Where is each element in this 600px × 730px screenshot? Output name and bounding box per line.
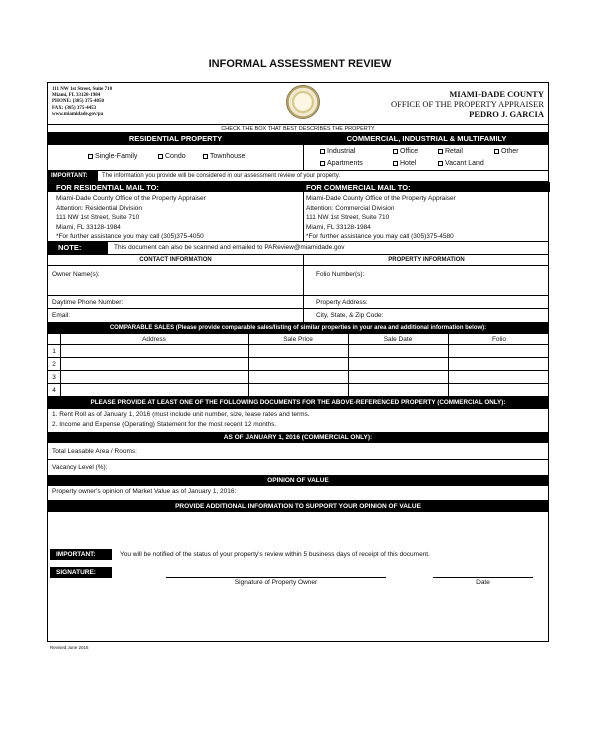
owner-folio-row [48, 266, 548, 296]
vacancy-row [48, 460, 548, 476]
commercial-heading: COMMERCIAL, INDUSTRIAL & MULTIFAMILY [346, 134, 507, 143]
additional-info-heading: PROVIDE ADDITIONAL INFORMATION TO SUPPORT YOUR OPINION OF VALUE [48, 501, 548, 512]
daytime-phone-field[interactable]: Daytime Phone Number: [52, 299, 124, 306]
address-line: FAX: (305) 375-4453 [52, 105, 97, 111]
comparable-sales-heading: COMPARABLE SALES (Please provide comparable sales/listing of similar properties in your area and additional information below): [48, 323, 548, 334]
checkbox-vacant-land[interactable] [438, 160, 484, 167]
important-consideration-row [48, 171, 548, 182]
appraiser-office-block [391, 89, 544, 119]
mail-line: Attention: Commercial Division [306, 204, 395, 212]
assessment-form [47, 82, 549, 642]
mail-line: Miami-Dade County Office of the Property Appraiser [306, 195, 456, 202]
option-label: Other [501, 148, 519, 155]
checkbox-single-family[interactable] [88, 153, 137, 160]
property-info-heading: PROPERTY INFORMATION [388, 257, 465, 263]
note-text: This document can also be scanned and emailed to PAReview@miamidade.gov [114, 244, 345, 251]
page-title: INFORMAL ASSESSMENT REVIEW [208, 58, 392, 70]
option-label: Apartments [327, 160, 363, 167]
date-line[interactable] [433, 577, 533, 578]
county-name: MIAMI-DADE COUNTY [449, 89, 544, 99]
option-label: Office [400, 148, 419, 155]
option-label: Retail [445, 148, 463, 155]
note-label: NOTE: [48, 242, 108, 254]
property-address-field[interactable]: Property Address: [316, 299, 368, 306]
documents-list [48, 409, 548, 433]
column-sale-date: Sale Date [383, 336, 413, 343]
checkbox-condo[interactable] [158, 153, 186, 160]
contact-info-heading: CONTACT INFORMATION [139, 257, 212, 263]
column-folio: Folio [491, 336, 507, 343]
city-state-zip-field[interactable]: City, State, & Zip Code: [316, 312, 384, 319]
address-line: Miami, FL 33128-1984 [52, 93, 101, 99]
comparable-row[interactable] [48, 384, 548, 397]
option-label: Vacant Land [445, 160, 484, 167]
document-item-rent-roll: 1. Rent Roll as of January 1, 2016 (must include unit number, size, lease rates and terms. [52, 411, 310, 418]
row-number: 3 [52, 374, 56, 381]
checkbox-office[interactable] [393, 148, 418, 155]
mail-line: Attention: Residential Division [56, 204, 142, 212]
address-line: PHONE: (305) 375-4050 [52, 99, 104, 105]
county-seal-icon [286, 85, 320, 119]
row-number: 1 [52, 348, 56, 355]
residential-mail-title: FOR RESIDENTIAL MAIL TO: [56, 183, 159, 192]
additional-info-area[interactable] [48, 512, 548, 547]
leasable-area-row [48, 443, 548, 460]
mail-line: 111 NW 1st Street, Suite 710 [306, 214, 390, 221]
documents-heading: PLEASE PROVIDE AT LEAST ONE OF THE FOLLOWING DOCUMENTS FOR THE ABOVE-REFERENCED PROPERTY (COMMERCIAL ONLY): [48, 397, 548, 409]
important-notification-row [48, 547, 548, 564]
mail-line: 111 NW 1st Street, Suite 710 [56, 214, 140, 221]
office-name: OFFICE OF THE PROPERTY APPRAISER [391, 99, 544, 109]
phone-address-row [48, 296, 548, 309]
as-of-heading: AS OF JANUARY 1, 2016 (COMMERCIAL ONLY): [48, 433, 548, 443]
checkbox-other[interactable] [494, 148, 519, 155]
revision-note: Revised June 2016 [50, 645, 89, 650]
mail-to-section [48, 182, 548, 242]
row-number: 2 [52, 361, 56, 368]
folio-number-field[interactable]: Folio Number(s): [316, 271, 365, 278]
opinion-row [48, 486, 548, 501]
address-line: 111 NW 1st Street, Suite 710 [52, 87, 113, 92]
important-label: IMPORTANT: [50, 549, 112, 560]
checkbox-industrial[interactable] [320, 148, 355, 155]
option-label: Condo [165, 153, 186, 160]
comparable-row[interactable] [48, 345, 548, 358]
important-text: The information you provide will be considered in our assessment review of your property. [102, 173, 341, 179]
email-city-row [48, 309, 548, 323]
commercial-mail-address [306, 194, 456, 242]
mail-line: Miami, FL 33128-1984 [56, 223, 121, 231]
email-field[interactable]: Email: [52, 312, 71, 319]
option-label: Townhouse [210, 153, 246, 160]
option-label: Industrial [327, 148, 356, 155]
appraiser-name: PEDRO J. GARCIA [469, 109, 544, 119]
office-address-block [52, 87, 112, 118]
opinion-heading: OPINION OF VALUE [48, 476, 548, 486]
mail-line: Miami-Dade County Office of the Property Appraiser [56, 195, 206, 202]
signature-label: SIGNATURE: [50, 567, 112, 578]
checkbox-townhouse[interactable] [203, 153, 245, 160]
comparable-row[interactable] [48, 371, 548, 384]
comparable-row[interactable] [48, 358, 548, 371]
property-type-heading-text: CHECK THE BOX THAT BEST DESCRIBES THE PROPERTY [221, 126, 375, 132]
vacancy-level-field[interactable]: Vacancy Level (%): [52, 464, 108, 471]
property-type-bar [48, 133, 548, 145]
option-label: Hotel [400, 160, 417, 167]
property-type-options [48, 145, 548, 171]
note-row [48, 242, 548, 255]
form-header [48, 83, 548, 125]
address-line: www.miamidade.gov/pa [52, 111, 104, 117]
property-type-heading [48, 125, 548, 133]
option-label: Single-Family [95, 153, 138, 160]
signature-line[interactable] [166, 577, 386, 578]
notification-text: You will be notified of the status of your property's review within 5 business days of receipt of this document. [120, 551, 430, 558]
column-sale-price: Sale Price [283, 336, 313, 343]
comparable-columns-row [48, 334, 548, 345]
residential-heading: RESIDENTIAL PROPERTY [128, 134, 223, 143]
residential-mail-address [56, 194, 206, 242]
checkbox-retail[interactable] [438, 148, 463, 155]
date-caption: Date [476, 579, 490, 586]
mail-line: *For further assistance you may call (305)375-4050 [56, 233, 204, 240]
row-number: 4 [52, 387, 56, 394]
mail-line: Miami, FL 33128-1984 [306, 223, 371, 231]
leasable-area-field[interactable]: Total Leasable Area / Rooms: [52, 448, 137, 455]
commercial-mail-title: FOR COMMERCIAL MAIL TO: [306, 183, 411, 192]
signature-row [48, 564, 548, 590]
important-label: IMPORTANT: [48, 171, 98, 181]
checkbox-hotel[interactable] [393, 160, 416, 167]
market-value-field[interactable]: Property owner's opinion of Market Value as of January 1, 2016: [52, 488, 237, 495]
column-address: Address [142, 336, 166, 343]
info-headings-row [48, 255, 548, 266]
document-item-income-statement: 2. Income and Expense (Operating) Statement for the most recent 12 months. [52, 421, 277, 428]
checkbox-apartments[interactable] [320, 160, 363, 167]
owner-name-field[interactable]: Owner Name(s): [52, 271, 100, 278]
signature-caption: Signature of Property Owner [234, 579, 318, 586]
mail-line: *For further assistance you may call (305)375-4580 [306, 233, 454, 240]
